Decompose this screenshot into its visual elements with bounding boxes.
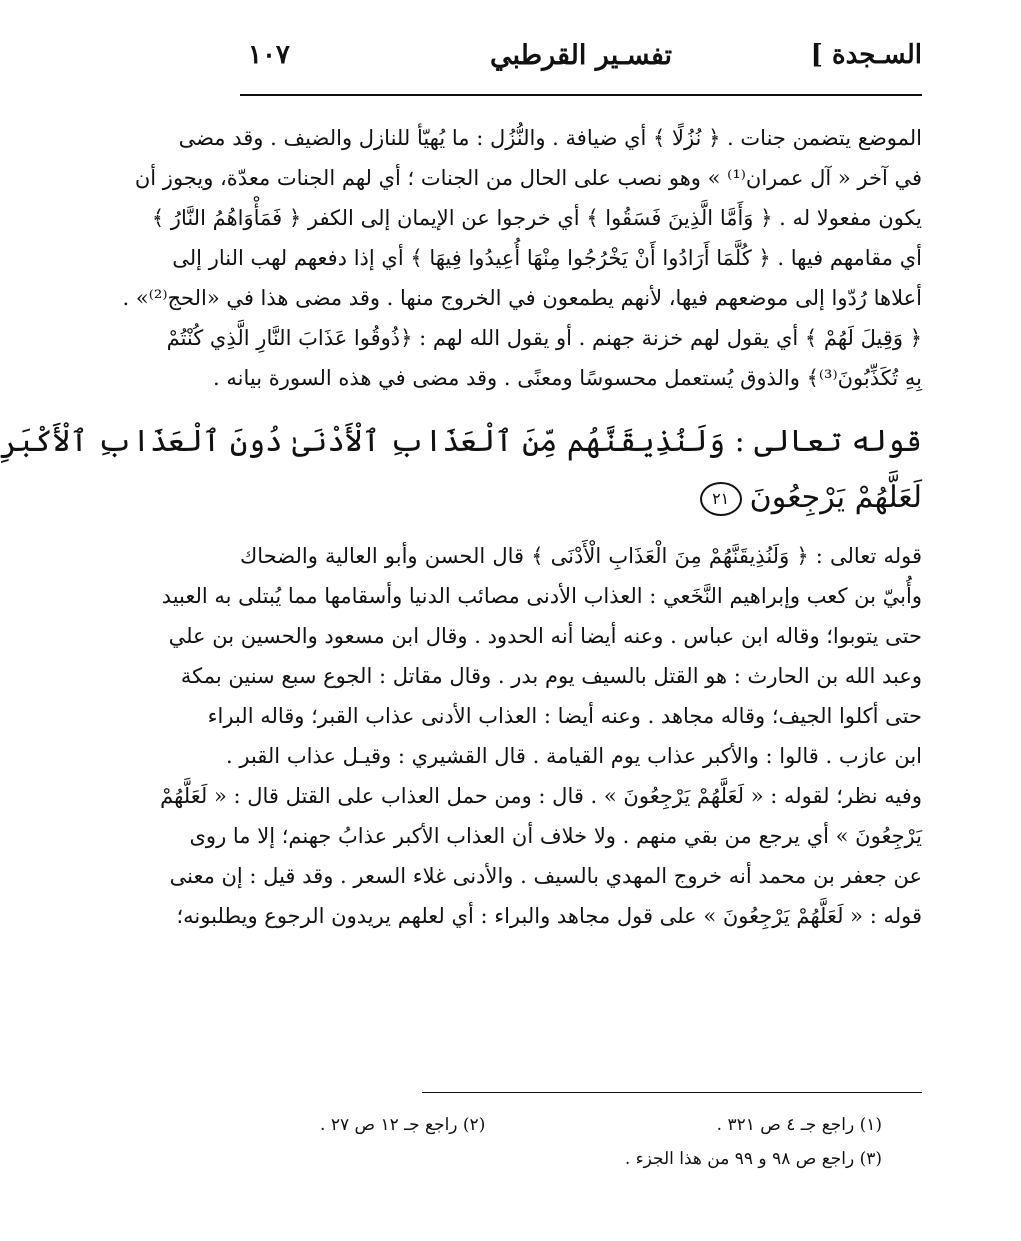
verse-line: قوله تعالى : وَلَنُذِيقَنَّهُم مِّنَ ٱلْعَذَابِ ٱلْأَدْنَىٰ دُونَ ٱلْعَذَابِ ٱلْأَكْبَرِ: [0, 424, 922, 459]
text-line: أي مقامهم فيها . ﴿ كُلَّمَا أَرَادُوا أَنْ يَخْرُجُوا مِنْهَا أُعِيدُوا فِيهَا ﴾ أي إذا دفعهم لهب النار إلى: [172, 246, 922, 270]
text-line: قوله تعالى : ﴿ وَلَنُذِيقَنَّهُمْ مِنَ الْعَذَابِ الْأَدْنَى ﴾ قال الحسن وأبو العالية والضحاك: [240, 544, 922, 568]
book-title: تفسـير القرطبي: [489, 40, 673, 71]
text-line: وفيه نظر؛ لقوله : « لَعَلَّهُمْ يَرْجِعُونَ » . قال : ومن حمل العذاب على القتل قال : « لَعَلَّهُمْ: [160, 784, 922, 808]
text-line: الموضع يتضمن جنات . ﴿ نُزُلًا ﴾ أي ضيافة . والنُّزُل : ما يُهيّأ للنازل والضيف . وقد مضى: [178, 126, 922, 150]
text-line: وعبد الله بن الحارث : هو القتل بالسيف يوم بدر . وقال مقاتل : الجوع سبع سنين بمكة: [180, 664, 922, 688]
verse-line-text: لَعَلَّهُمْ يَرْجِعُونَ: [749, 480, 922, 515]
verse-line-end: [240, 470, 922, 526]
footnote-rule: [422, 1092, 922, 1093]
text-line: يكون مفعولا له . ﴿ وَأَمَّا الَّذِينَ فَسَقُوا ﴾ أي خرجوا عن الإيمان إلى الكفر ﴿ فَمَأْوَاهُمُ النَّارُ ﴾: [151, 206, 922, 230]
text-line: يَرْجِعُونَ » أي يرجع من بقي منهم . ولا خلاف أن العذاب الأكبر عذابُ جهنم؛ إلا ما روى: [189, 824, 922, 848]
text-line: أعلاها رُدّوا إلى موضعهم فيها، لأنهم يطمعون في الخروج منها . وقد مضى هذا في «الحج⁽²⁾» .: [122, 286, 922, 310]
text-line: عن جعفر بن محمد أنه خروج المهدي بالسيف . والأدنى غلاء السعر . وقد قيل : إن معنى: [169, 864, 922, 888]
footnote-row: [240, 1108, 922, 1142]
text-line: في آخر « آل عمران⁽¹⁾ » وهو نصب على الحال من الجنات ؛ أي لهم الجنات معدّة، ويجوز أن: [134, 166, 922, 190]
footnote-3: (٣) راجع ص ٩٨ و ٩٩ من هذا الجزء .: [624, 1149, 882, 1169]
text-line: ابن عازب . قالوا : والأكبر عذاب يوم القيامة . قال القشيري : وقيـل عذاب القبر .: [226, 744, 922, 768]
footnotes: [240, 1108, 922, 1176]
text-line: قوله : « لَعَلَّهُمْ يَرْجِعُونَ » على قول مجاهد والبراء : أي لعلهم يريدون الرجوع ويطلبونه؛: [176, 904, 922, 928]
text-line: بِهِ تُكَذِّبُونَ⁽³⁾﴾ والذوق يُستعمل محسوسًا ومعنًى . وقد مضى في هذه السورة بيانه .: [213, 366, 922, 390]
surah-name: السـجدة ]: [810, 40, 922, 70]
footnote-1: (١) راجع جـ ٤ ص ٣٢١ .: [716, 1115, 882, 1135]
page-header: [240, 30, 922, 82]
text-line: ﴿ وَقِيلَ لَهُمْ ﴾ أي يقول لهم خزنة جهنم . أو يقول الله لهم : ﴿ذُوقُوا عَذَابَ النَّارِ الَّذِي كُنْتُمْ: [166, 326, 922, 350]
book-page: [0, 30, 922, 1169]
page-number: ١٠٧: [248, 40, 290, 70]
footnote-2: (٢) راجع جـ ١٢ ص ٢٧ .: [320, 1115, 486, 1135]
header-rule: [240, 94, 922, 96]
text-line: حتى يتوبوا؛ وقاله ابن عباس . وعنه أيضا أنه الحدود . وقال ابن مسعود والحسين بن علي: [168, 624, 922, 648]
text-line: وأُبيّ بن كعب وإبراهيم النَّخَعي : العذاب الأدنى مصائب الدنيا وأسقامها مما يُبتلى به العبيد: [161, 584, 922, 608]
quran-verse: [0, 414, 922, 526]
text-line: حتى أكلوا الجيف؛ وقاله مجاهد . وعنه أيضا : العذاب الأدنى عذاب القبر؛ وقاله البراء: [207, 704, 922, 728]
page-body: [0, 118, 922, 936]
ayah-number-marker: ٢١: [700, 482, 742, 516]
